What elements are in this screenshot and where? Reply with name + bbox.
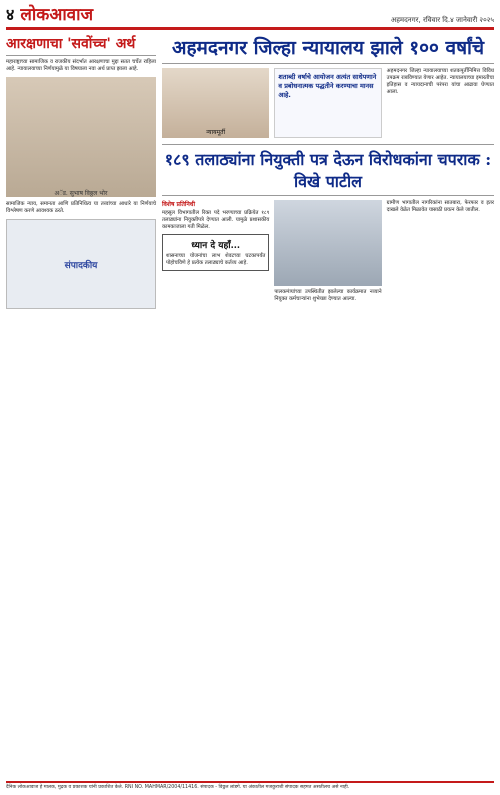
imprint-footer: दैनिक लोकआवाज हे मालक, मुद्रक व प्रकाशक यांनी प्रकाशित केले. RNI NO. MAHMAR/2004/11416. संपादक - विठ्ठल लांडगे. या अंकातील मजकुराशी संपादक सहमत असतीलच असे नाही. (6, 781, 494, 791)
info-box (162, 234, 269, 271)
event-photo (274, 200, 381, 286)
left-article-title: आरक्षणाचा 'सवोंच्च' अर्थ (6, 34, 156, 56)
cartoon-label: संपादकीय (64, 260, 98, 271)
info-box-title: ध्यान दे यहाँ... (191, 241, 241, 251)
article-column: महसूल विभागातील रिक्त पदे भरण्याच्या प्रक्रियेत १८९ तलाठ्यांना नियुक्तीपत्रे देण्यात आली. यामुळे प्रशासकीय कामकाजाला गती मिळेल. (162, 210, 270, 230)
secondary-headline: १८९ तलाठ्यांना नियुक्ती पत्र देऊन विरोधकांना चपराक : विखे पाटील (162, 144, 494, 196)
portrait-caption: अॅड. सुभाष विठ्ठल भोर (54, 190, 108, 197)
main-headline: अहमदनगर जिल्हा न्यायालय झाले १०० वर्षांचे (162, 34, 494, 64)
main-column (162, 34, 494, 313)
pull-quote: शताब्दी वर्षाचे आयोजन अत्यंत साधेपणाने व प्रबोधनात्मक पद्धतीने करण्याचा मानस आहे. (274, 68, 381, 138)
author-portrait (6, 77, 156, 197)
newspaper-logo: लोकआवाज (20, 5, 94, 25)
judge-photo (162, 68, 269, 138)
left-paragraph: महाराष्ट्राच्या सामाजिक व राजकीय संदर्भात आरक्षणाचा मुद्दा सतत चर्चेत राहिला आहे. न्यायालयाच्या निर्णयामुळे या विषयाला नवा अर्थ प्राप्त झाला आहे. (6, 59, 156, 72)
article-column: ग्रामीण भागातील नागरिकांना सातबारा, फेरफार व इतर दाखले वेळेत मिळावेत यासाठी प्रयत्न केले जातील. (386, 200, 494, 213)
date-line: अहमदनगर, रविवार दि.४ जानेवारी २०२५ (390, 16, 494, 24)
info-box-text: शासनाच्या योजनांचा लाभ शेवटच्या घटकापर्यंत पोहोचविणे हे प्रत्येक तलाठ्याचे कर्तव्य आहे. (166, 253, 266, 266)
lead-body: अहमदनगर जिल्हा न्यायालयाच्या शतकपूर्तीनिमित्त विविध उपक्रम राबविण्यात येणार आहेत. न्यायालयाच्या इमारतीचा इतिहास व न्यायदानाची परंपरा यांचा आढावा घेण्यात आला. (386, 68, 494, 95)
masthead (6, 4, 494, 30)
left-column (6, 34, 156, 313)
page-number: ४ (6, 5, 15, 24)
byline: विशेष प्रतिनिधी (162, 201, 196, 208)
left-paragraph: सामाजिक न्याय, समानता आणि प्रतिनिधित्व या तत्त्वांच्या आधारे या निर्णयाचे विश्लेषण करणे आवश्यक ठरते. (6, 201, 156, 214)
editorial-cartoon (6, 219, 156, 309)
article-column: पालकमंत्र्यांच्या उपस्थितीत झालेल्या कार्यक्रमात नव्याने नियुक्त कर्मचाऱ्यांना शुभेच्छा देण्यात आल्या. (274, 289, 382, 302)
judge-caption: न्यायमूर्ती (206, 129, 226, 136)
